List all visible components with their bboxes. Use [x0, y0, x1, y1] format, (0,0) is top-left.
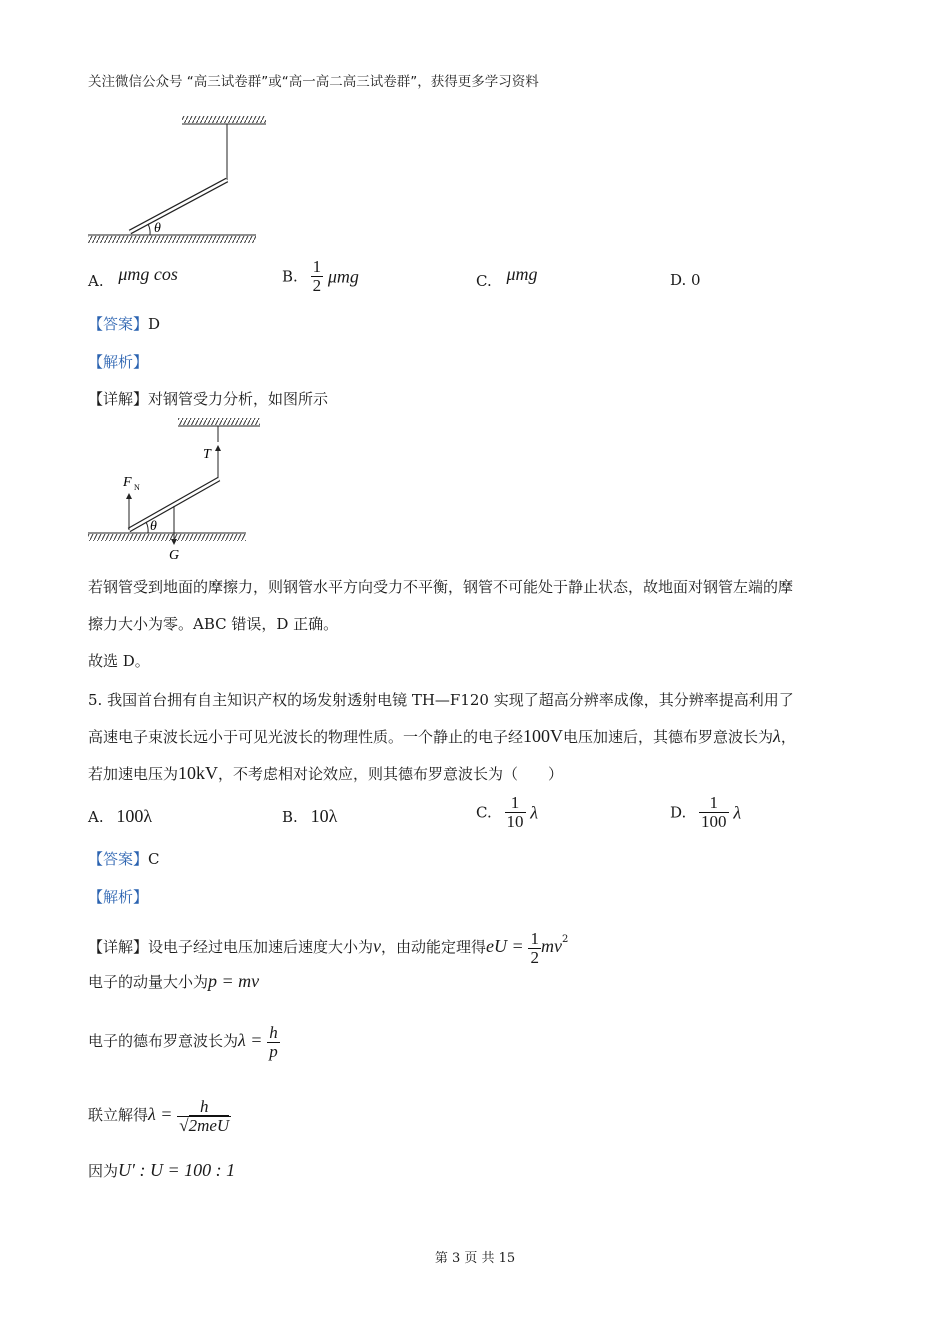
ground-hatch	[88, 236, 256, 243]
q4-option-c[interactable]	[476, 264, 538, 291]
q5-option-b-label: B.	[282, 808, 298, 826]
q4-paragraph-line2: 擦力大小为零。ABC 错误，D 正确。	[88, 615, 339, 633]
q4-option-b-fraction	[311, 258, 324, 295]
q5-stem-line3	[88, 763, 563, 784]
q4-option-c-value: μmg	[506, 264, 538, 284]
q5-stem-line2-c: ，	[780, 728, 796, 746]
q5-option-d-fraction	[699, 794, 729, 831]
q5-detail-b: ，由动能定理得	[381, 938, 487, 956]
page-header: 关注微信公众号 “高三试卷群”或“高一高二高三试卷群”，获得更多学习资料	[88, 74, 539, 90]
ceiling-hatch	[182, 116, 266, 123]
q4-option-b-label: B.	[282, 267, 298, 286]
ceiling-hatch-2	[178, 418, 260, 425]
q5-option-a-value: 100λ	[116, 806, 153, 826]
q5-answer	[88, 849, 160, 869]
q4-option-b-num: 1	[312, 257, 322, 276]
q5-voltage-1: 100V	[523, 726, 564, 746]
q4-answer	[88, 314, 160, 334]
q4-answer-value: D	[148, 315, 161, 333]
ground-hatch-2	[88, 534, 246, 541]
q5-option-d-label: D.	[670, 803, 687, 822]
q5-eq1-sup: 2	[561, 934, 569, 945]
q5-solve-lhs: λ =	[148, 1104, 173, 1124]
q5-wavelength-fraction	[267, 1024, 280, 1061]
q5-stem-line1: 5. 我国首台拥有自主知识产权的场发射透射电镜 TH—F120 实现了超高分辨率成像，其分辨率提高利用了	[88, 691, 794, 709]
page-footer: 第 3 页 共 15	[434, 1251, 516, 1266]
q4-answer-tag: 【答案】	[88, 315, 149, 333]
q5-stem-line2-b: 电压加速后，其德布罗意波长为	[563, 728, 774, 746]
q5-detail-a: 设电子经过电压加速后速度大小为	[148, 938, 374, 956]
theta-label-2: θ	[150, 519, 157, 534]
q4-conclusion: 故选 D。	[88, 652, 150, 670]
q5-option-d[interactable]	[670, 794, 741, 831]
q5-wavelength-text: 电子的德布罗意波长为	[88, 1032, 239, 1050]
q5-option-c-label: C.	[476, 803, 492, 822]
q5-solve	[88, 1090, 231, 1139]
q5-lambda: λ	[773, 726, 781, 746]
q5-detail	[88, 920, 568, 971]
q4-option-c-label: C.	[476, 272, 492, 290]
q5-solve-text: 联立解得	[88, 1106, 149, 1124]
q5-answer-tag: 【答案】	[88, 850, 149, 868]
q5-wavelength-lhs: λ =	[238, 1030, 263, 1050]
q5-eq1-lhs: eU =	[486, 936, 524, 956]
q5-option-d-num: 1	[709, 793, 719, 812]
q5-stem-line3-a: 若加速电压为	[88, 765, 179, 783]
q5-momentum-eq: p = mv	[208, 971, 260, 991]
theta-label: θ	[154, 221, 161, 236]
q5-wavelength	[88, 1016, 280, 1065]
q5-detail-tag: 【详解】	[88, 938, 149, 956]
q5-eq1-num: 1	[530, 928, 539, 948]
gravity-label: G	[169, 548, 180, 563]
q4-option-a-value: μmg cos	[118, 264, 178, 284]
q5-solve-fraction	[177, 1098, 231, 1135]
q4-analysis-tag: 【解析】	[88, 353, 149, 371]
q5-eq1-fraction	[528, 930, 541, 967]
q5-option-c-lambda: λ	[530, 802, 539, 823]
q5-option-a-label: A.	[88, 808, 104, 826]
q5-option-d-lambda: λ	[733, 802, 742, 823]
q5-velocity-symbol: v	[373, 936, 382, 956]
figure-pipe-incline	[86, 112, 266, 247]
q4-paragraph-line1: 若钢管受到地面的摩擦力，则钢管水平方向受力不平衡，钢管不可能处于静止状态，故地面对钢管左端的摩	[88, 578, 794, 596]
q4-option-d-label: D.	[670, 271, 687, 289]
q4-option-b-den: 2	[312, 275, 322, 295]
q4-detail	[88, 389, 328, 409]
q4-option-d-value: 0	[691, 271, 701, 289]
q4-option-a-label: A.	[88, 272, 104, 290]
q5-wavelength-den: p	[269, 1041, 278, 1061]
q5-eq1-rhs: mv	[540, 936, 562, 956]
q5-momentum	[88, 971, 259, 992]
q5-eq1-den: 2	[530, 947, 539, 967]
normal-force-label: F	[123, 475, 132, 490]
q4-option-a[interactable]	[88, 264, 178, 291]
q5-solve-den	[177, 1116, 231, 1135]
q5-option-a[interactable]	[88, 806, 152, 827]
q5-option-d-den: 100	[701, 811, 727, 831]
q5-option-c-fraction	[505, 794, 526, 831]
angle-arc	[148, 224, 150, 235]
q5-analysis-tag: 【解析】	[88, 888, 149, 906]
angle-arc-2	[146, 522, 148, 533]
q5-answer-value: C	[148, 850, 160, 868]
q5-ratio-eq: U′ : U = 100 : 1	[118, 1160, 236, 1180]
q5-option-c[interactable]	[476, 794, 538, 831]
q5-solve-den-radicand: 2meU	[188, 1115, 230, 1135]
q5-stem-line2	[88, 726, 796, 747]
q4-option-b-value: μmg	[327, 266, 359, 287]
q5-option-c-den: 10	[506, 811, 524, 831]
q5-solve-num: h	[199, 1096, 209, 1116]
figure-force-diagram	[86, 412, 266, 567]
q5-momentum-text: 电子的动量大小为	[88, 973, 209, 991]
sqrt-sign: √	[179, 1115, 189, 1135]
q5-stem-line2-a: 高速电子束波长远小于可见光波长的物理性质。一个静止的电子经	[88, 728, 524, 746]
q5-option-c-num: 1	[510, 793, 520, 812]
q5-ratio-text: 因为	[88, 1162, 119, 1180]
q4-option-b[interactable]	[282, 258, 359, 295]
q5-stem-line3-b: ，不考虑相对论效应，则其德布罗意波长为（ ）	[218, 765, 564, 783]
q5-wavelength-num: h	[269, 1022, 278, 1042]
q5-ratio	[88, 1160, 235, 1181]
q5-voltage-2: 10kV	[178, 763, 219, 783]
tension-label: T	[203, 447, 211, 462]
q4-detail-tag: 【详解】	[88, 390, 149, 408]
q5-option-b-value: 10λ	[310, 806, 338, 826]
normal-force-sub: N	[134, 483, 140, 492]
q4-option-d[interactable]	[670, 270, 701, 290]
q5-option-b[interactable]	[282, 806, 337, 827]
q4-detail-intro: 对钢管受力分析，如图所示	[148, 390, 329, 408]
